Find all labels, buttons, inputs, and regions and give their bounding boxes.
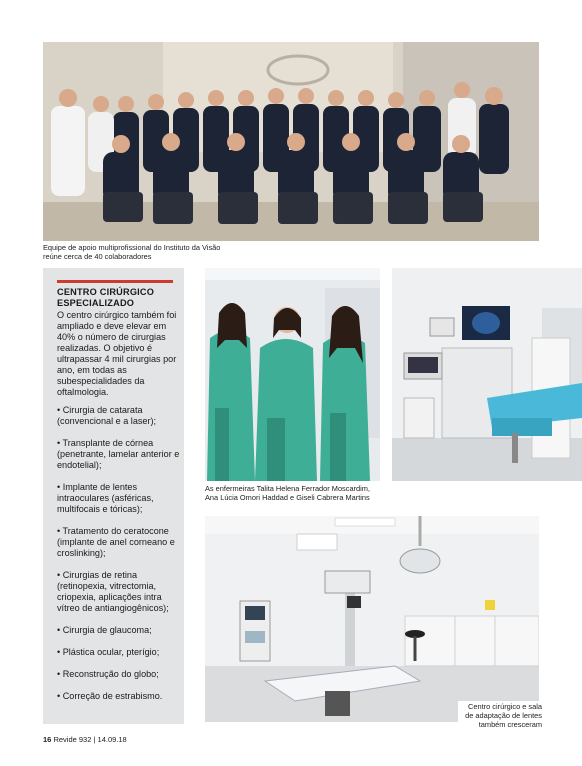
list-item: • Correção de estrabismo. [57,691,163,701]
sidebar-intro: O centro cirúrgico também foi ampliado e deve elevar em 40% o número de cirurgias realizadas. O objetivo é ultrapassar 4 mil cirurgias por ano, em todas as subespecialidades da oftalmologia. [57,310,177,397]
magazine-name: Revide 932 [53,735,92,744]
list-item: • Transplante de córnea (penetrante, lamelar anterior e endotelial); [57,438,180,470]
list-item: • Reconstrução do globo; [57,669,159,679]
list-item: • Cirurgia de catarata (convencional e a laser); [57,405,157,426]
page-footer [43,735,127,744]
footer-separator: | [93,735,96,744]
list-item: • Plástica ocular, pterígio; [57,647,160,657]
sidebar-title: CENTRO CIRÚRGICO ESPECIALIZADO [57,287,155,308]
list-item: • Implante de lentes intraoculares (asféricas, multifocais e tóricas); [57,482,154,514]
surgery-photo-caption: Centro cirúrgico e sala de adaptação de lentes também cresceram [458,701,544,730]
list-item: • Cirurgias de retina (retinopexia, vitrectomia, criopexia, aplicações intra vítreo de antiangiogênicos); [57,570,169,613]
page-number: 16 [43,735,52,744]
nurses-photo-caption: As enfermeiras Talita Helena Ferrador Moscardim, Ana Lúcia Omori Haddad e Giseli Cabrera Martins [205,484,370,502]
procedure-list [57,405,183,713]
accent-rule [57,280,173,283]
surgery-room-photo [205,516,539,722]
team-photo-caption: Equipe de apoio multiprofissional do Instituto da Visão reúne cerca de 40 colaboradores [43,243,221,261]
list-item: • Cirurgia de glaucoma; [57,625,152,635]
list-item: • Tratamento do ceratocone (implante de anel corneano e croslinking); [57,526,175,558]
lens-room-photo [392,268,582,481]
issue-date: 14.09.18 [97,735,127,744]
team-photo [43,42,539,241]
nurses-photo [205,268,380,481]
surgical-center-sidebar [43,268,184,724]
